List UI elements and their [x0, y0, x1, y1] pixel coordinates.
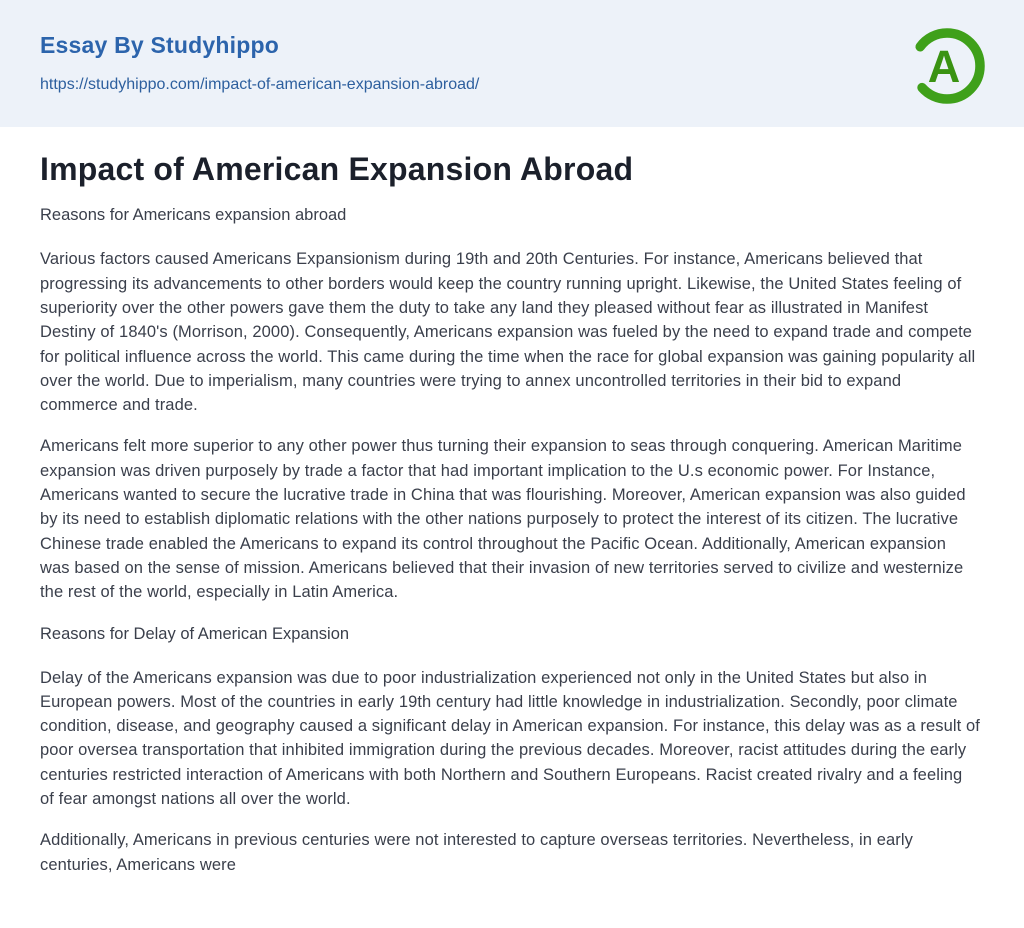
page-title: Impact of American Expansion Abroad [40, 151, 634, 187]
header-text-block [40, 33, 479, 93]
section-heading-reasons-expansion: Reasons for Americans expansion abroad [40, 206, 347, 225]
paragraph-maritime-expansion: Americans felt more superior to any other power thus turning their expansion to seas through conquering. American Maritime expansion was driven purposely by trade a factor that had important implication to the U.s economic power. For Instance, Americans wanted to secure the lucrative trade in China that was flourishing. Moreover, American expansion was also guided by its need to establish diplomatic relations with the other nations purposely to protect the interest of its citizen. The lucrative Chinese trade enabled the Americans to expand its control throughout the Pacific Ocean. Additionally, American expansion was based on the sense of mission. Americans believed that their invasion of new territories served to civilize and westernize the rest of the world, especially in Latin America. [40, 437, 966, 602]
section-heading-delay-expansion: Reasons for Delay of American Expansion [40, 624, 350, 643]
paragraph-previous-centuries: Additionally, Americans in previous centuries were not interested to capture overseas territories. Nevertheless, in early centuries, Americans were [40, 831, 913, 874]
paragraph-delay-causes: Delay of the Americans expansion was due to poor industrialization experienced not only in the United States but also in European powers. Most of the countries in early 19th century had little knowledge in industrialization. Secondly, poor climate condition, disease, and geography caused a significant delay in American expansion. For instance, this delay was as a result of poor oversea transportation that inhibited immigration during the previous decades. Moreover, racist attitudes during the early centuries restricted interaction of Americans with both Northern and Southern Europeans. Racist created rivalry and a feeling of fear amongst nations all over the world. [40, 668, 980, 809]
page-header [0, 0, 1024, 127]
site-title: Essay By Studyhippo [40, 32, 279, 59]
logo-arc-icon [906, 25, 988, 107]
logo-letter: A [927, 40, 961, 92]
paragraph-expansion-factors: Various factors caused Americans Expansionism during 19th and 20th Centuries. For instance, Americans believed that progressing its advancements to other borders would keep the country running upright. Likewise, the United States feeling of superiority over the other powers gave them the duty to take any land they pleased without fear as illustrated in Manifest Destiny of 1840's (Morrison, 2000). Consequently, Americans expansion was fueled by the need to expand trade and compete for political influence across the world. This came during the time when the race for global expansion was gaining popularity all over the world. Due to imperialism, many countries were trying to annex uncontrolled territories in their bid to expand commerce and trade. [40, 250, 976, 415]
studyhippo-logo [906, 25, 988, 107]
essay-url-link[interactable]: https://studyhippo.com/impact-of-american-expansion-abroad/ [40, 75, 480, 93]
essay-article [0, 127, 1024, 877]
